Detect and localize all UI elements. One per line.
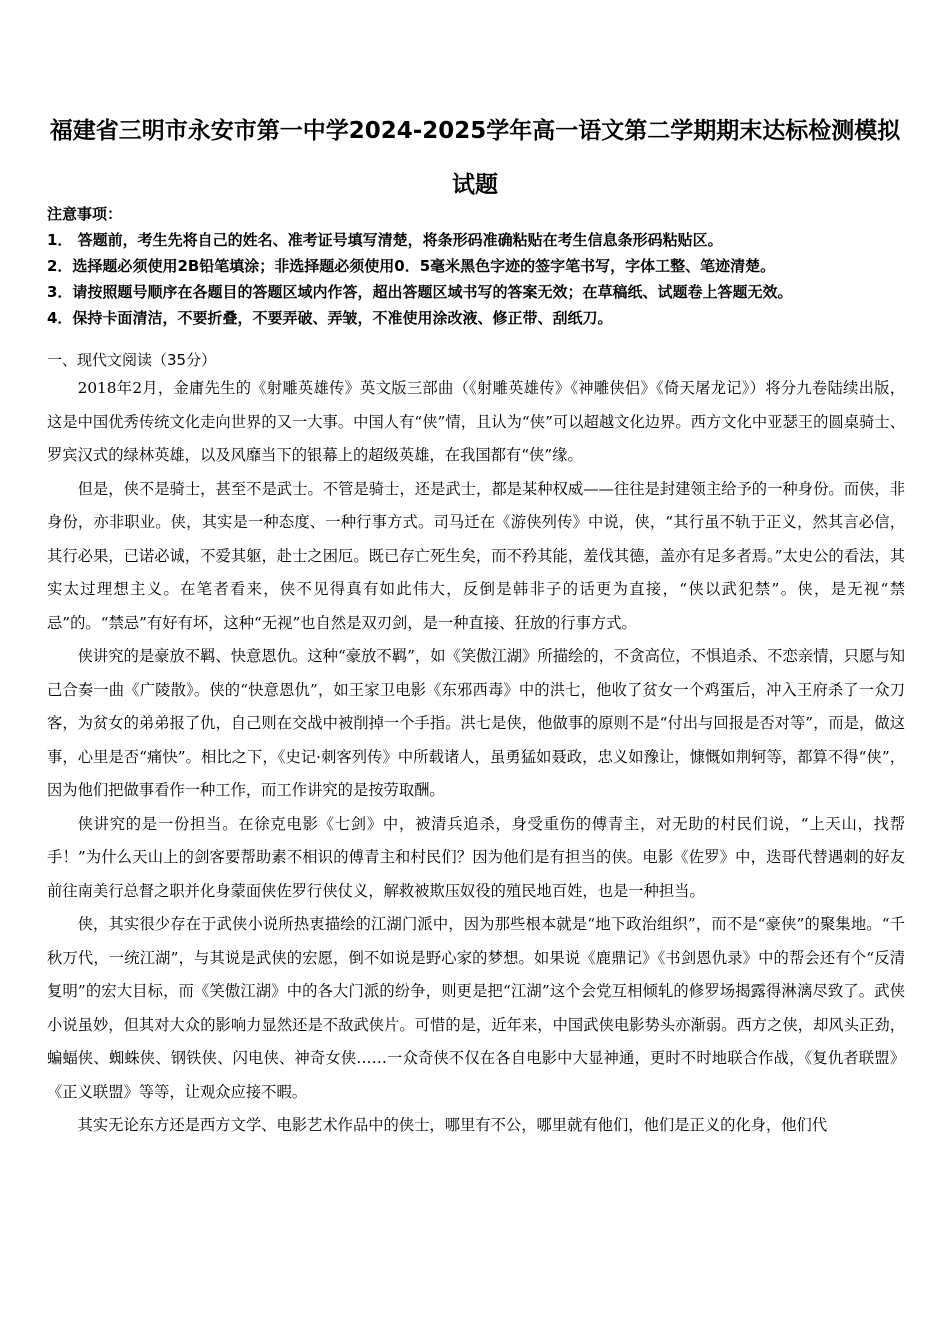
notice-item: 1． 答题前，考生先将自己的姓名、准考证号填写清楚，将条形码准确粘贴在考生信息条形码粘贴区。 [47, 231, 723, 249]
passage-paragraph: 2018年2月，金庸先生的《射雕英雄传》英文版三部曲（《射雕英雄传》《神雕侠侣》《倚天屠龙记》）将分九卷陆续出版，这是中国优秀传统文化走向世界的又一大事。中国人有“侠”情，且认为“侠”可以超越文化边界。西方文化中亚瑟王的圆桌骑士、罗宾汉式的绿林英雄，以及风靡当下的银幕上的超级英雄，在我国都有“侠”缘。 [47, 379, 905, 464]
notice-block [47, 201, 917, 331]
notice-item: 3．请按照题号顺序在各题目的答题区域内作答，超出答题区域书写的答案无效；在草稿纸、试题卷上答题无效。 [47, 283, 793, 301]
notice-heading: 注意事项： [47, 205, 123, 223]
section-heading: 一、现代文阅读（35分） [47, 351, 217, 369]
passage-paragraph: 但是，侠不是骑士，甚至不是武士。不管是骑士，还是武士，都是某种权威——往往是封建领主给予的一种身份。而侠，非身份，亦非职业。侠，其实是一种态度、一种行事方式。司马迁在《游侠列传》中说，侠，“其行虽不轨于正义，然其言必信，其行必果，已诺必诚，不爱其躯，赴士之困厄。既已存亡死生矣，而不矜其能，羞伐其德，盖亦有足多者焉。”太史公的看法，其实太过理想主义。在笔者看来，侠不见得真有如此伟大，反倒是韩非子的话更为直接，“侠以武犯禁”。侠，是无视“禁忌”的。“禁忌”有好有坏，这种“无视”也自然是双刃剑，是一种直接、狂放的行事方式。 [47, 479, 905, 632]
notice-item: 2．选择题必须使用2B铅笔填涂；非选择题必须使用0．5毫米黑色字迹的签字笔书写，字体工整、笔迹清楚。 [47, 257, 776, 275]
page-title: 福建省三明市永安市第一中学2024-2025学年高一语文第二学期期末达标检测模拟试题 [49, 118, 901, 198]
passage-paragraph: 侠讲究的是豪放不羁、快意恩仇。这种“豪放不羁”，如《笑傲江湖》所描绘的，不贪高位，不惧追杀、不恋亲情，只愿与知己合奏一曲《广陵散》。侠的“快意恩仇”，如王家卫电影《东邪西毒》中的洪七，他收了贫女一个鸡蛋后，冲入王府杀了一众刀客，为贫女的弟弟报了仇，自己则在交战中被削掉一个手指。洪七是侠，他做事的原则不是“付出与回报是否对等”，而是，做这事，心里是否“痛快”。相比之下，《史记·刺客列传》中所载诸人，虽勇猛如聂政，忠义如豫让，慷慨如荆轲等，都算不得“侠”，因为他们把做事看作一种工作，而工作讲究的是按劳取酬。 [47, 647, 905, 799]
passage-paragraph: 侠讲究的是一份担当。在徐克电影《七剑》中，被清兵追杀，身受重伤的傅青主，对无助的村民们说，“上天山，找帮手！”为什么天山上的剑客要帮助素不相识的傅青主和村民们？因为他们是有担当的侠。电影《佐罗》中，迭哥代替遇刺的好友前往南美行总督之职并化身蒙面侠佐罗行侠仗义，解救被欺压奴役的殖民地百姓，也是一种担当。 [47, 814, 905, 900]
notice-item: 4．保持卡面清洁，不要折叠，不要弄破、弄皱，不准使用涂改液、修正带、刮纸刀。 [47, 309, 613, 327]
passage-paragraph: 侠，其实很少存在于武侠小说所热衷描绘的江湖门派中，因为那些根本就是“地下政治组织”，而不是“豪侠”的聚集地。“千秋万代，一统江湖”，与其说是武侠的宏愿，倒不如说是野心家的梦想。如果说《鹿鼎记》《书剑恩仇录》中的帮会还有个“反清复明”的宏大目标，而《笑傲江湖》中的各大门派的纷争，则更是把“江湖”这个会党互相倾轧的修罗场揭露得淋漓尽致了。武侠小说虽妙，但其对大众的影响力显然还是不敌武侠片。可惜的是，近年来，中国武侠电影势头亦渐弱。西方之侠，却风头正劲，蝙蝠侠、蜘蛛侠、钢铁侠、闪电侠、神奇女侠……一众奇侠不仅在各自电影中大显神通，更时不时地联合作战，《复仇者联盟》《正义联盟》等等，让观众应接不暇。 [47, 915, 905, 1101]
reading-passage [47, 372, 905, 1143]
passage-paragraph: 其实无论东方还是西方文学、电影艺术作品中的侠士，哪里有不公，哪里就有他们，他们是正义的化身，他们代 [77, 1116, 828, 1134]
